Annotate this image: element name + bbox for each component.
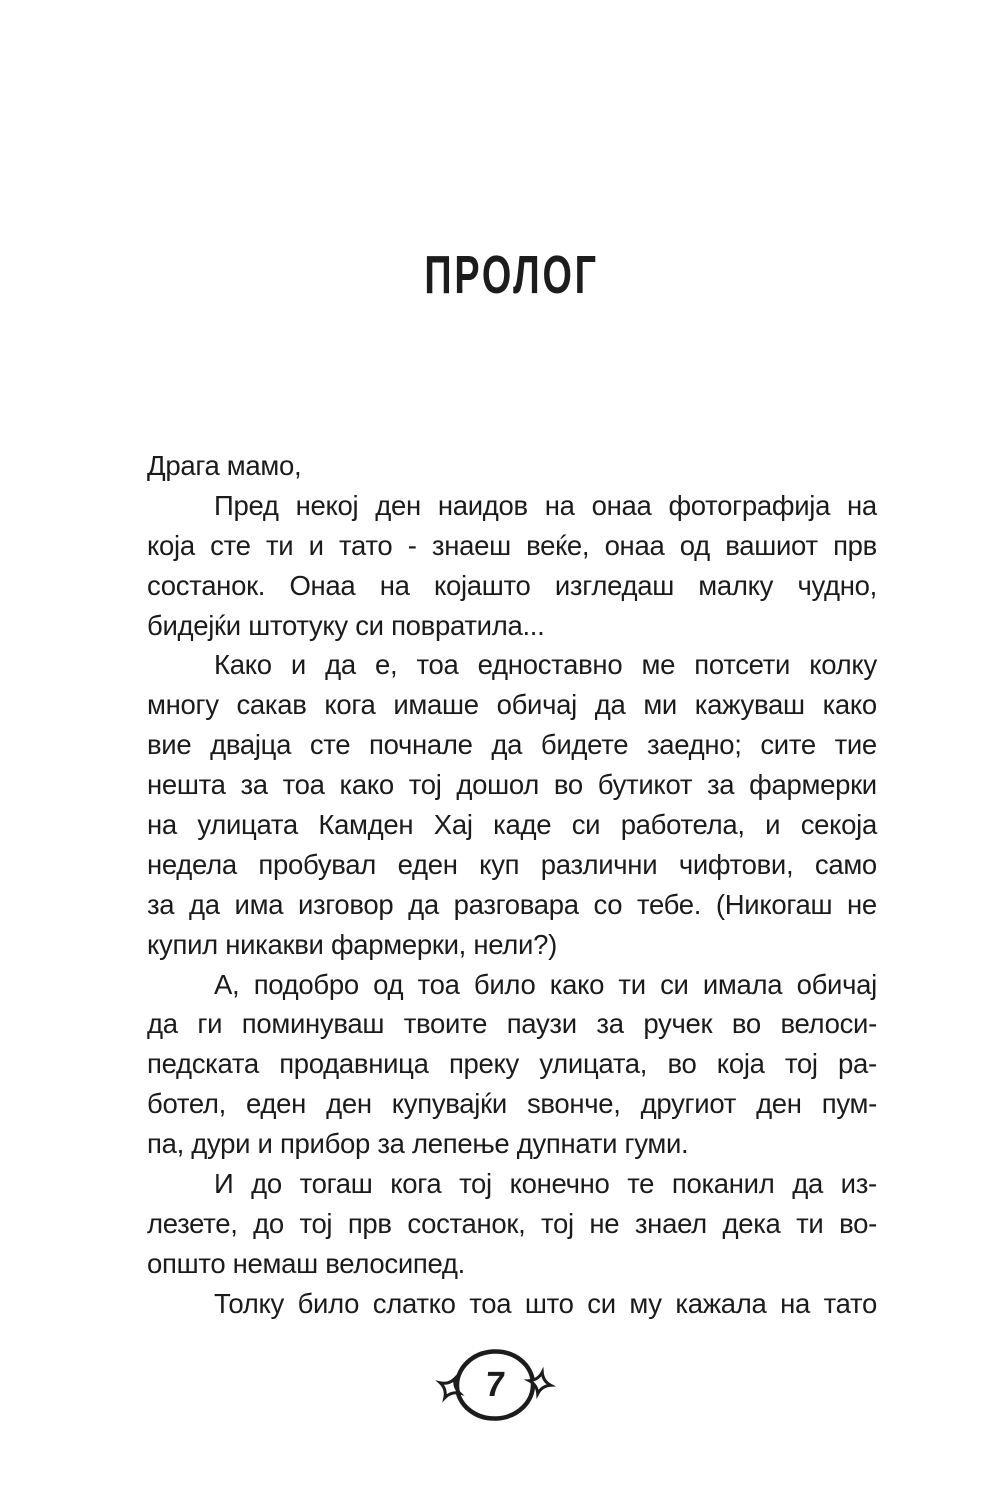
page-number: 7 — [483, 1365, 507, 1404]
chapter-title — [147, 244, 877, 306]
text-line: Драга мамо, — [147, 450, 302, 481]
text-line: вие двајца сте почнале да бидете заедно; сите тие — [147, 729, 877, 761]
text-line: за да има изговор да разговара со тебе. (Никогаш не — [147, 888, 877, 920]
text-line: општо немаш велосипед. — [147, 1247, 465, 1279]
text-line: нешта за тоа како тој дошол во бутикот за фармерки — [147, 769, 877, 801]
text-line: па, дури и прибор за лепење дупнати гуми. — [147, 1128, 689, 1160]
text-line: на улицата Камден Хај каде си работела, и секоја — [147, 809, 877, 841]
text-line: лезете, до тој прв состанок, тој не знаел дека ти во- — [147, 1207, 877, 1239]
text-line: педската продавница преку улицата, во која тој ра- — [147, 1048, 877, 1080]
text-line: Како и да е, тоа едноставно ме потсети колку — [214, 649, 877, 681]
letter-body — [147, 446, 877, 1324]
text-line: да ги поминуваш твоите паузи за ручек во велоси- — [147, 1008, 877, 1040]
page-number-ornament — [428, 1340, 562, 1434]
text-line: ботел, еден ден купувајќи ѕвонче, другиот ден пум- — [147, 1088, 877, 1120]
text-line: Толку било слатко тоа што си му кажала на тато — [214, 1287, 877, 1319]
text-line: недела пробувал еден куп различни чифтови, само — [147, 848, 877, 880]
chapter-title-text: ПРОЛОГ — [424, 245, 600, 305]
text-line: купил никакви фармерки, нели?) — [147, 928, 557, 960]
text-line: И до тогаш кога тој конечно те поканил да из- — [214, 1168, 877, 1200]
text-line: состанок. Онаа на којашто изгледаш малку чудно, — [147, 569, 877, 601]
text-line: која сте ти и тато - знаеш веќе, онаа од вашиот прв — [147, 529, 877, 561]
text-line: А, подобро од тоа било како ти си имала обичај — [214, 968, 877, 1000]
text-line: Пред некој ден наидов на онаа фотографија на — [214, 489, 877, 521]
text-line: многу сакав кога имаше обичај да ми кажуваш како — [147, 689, 877, 721]
text-line: бидејќи штотуку си повратила... — [147, 609, 545, 641]
